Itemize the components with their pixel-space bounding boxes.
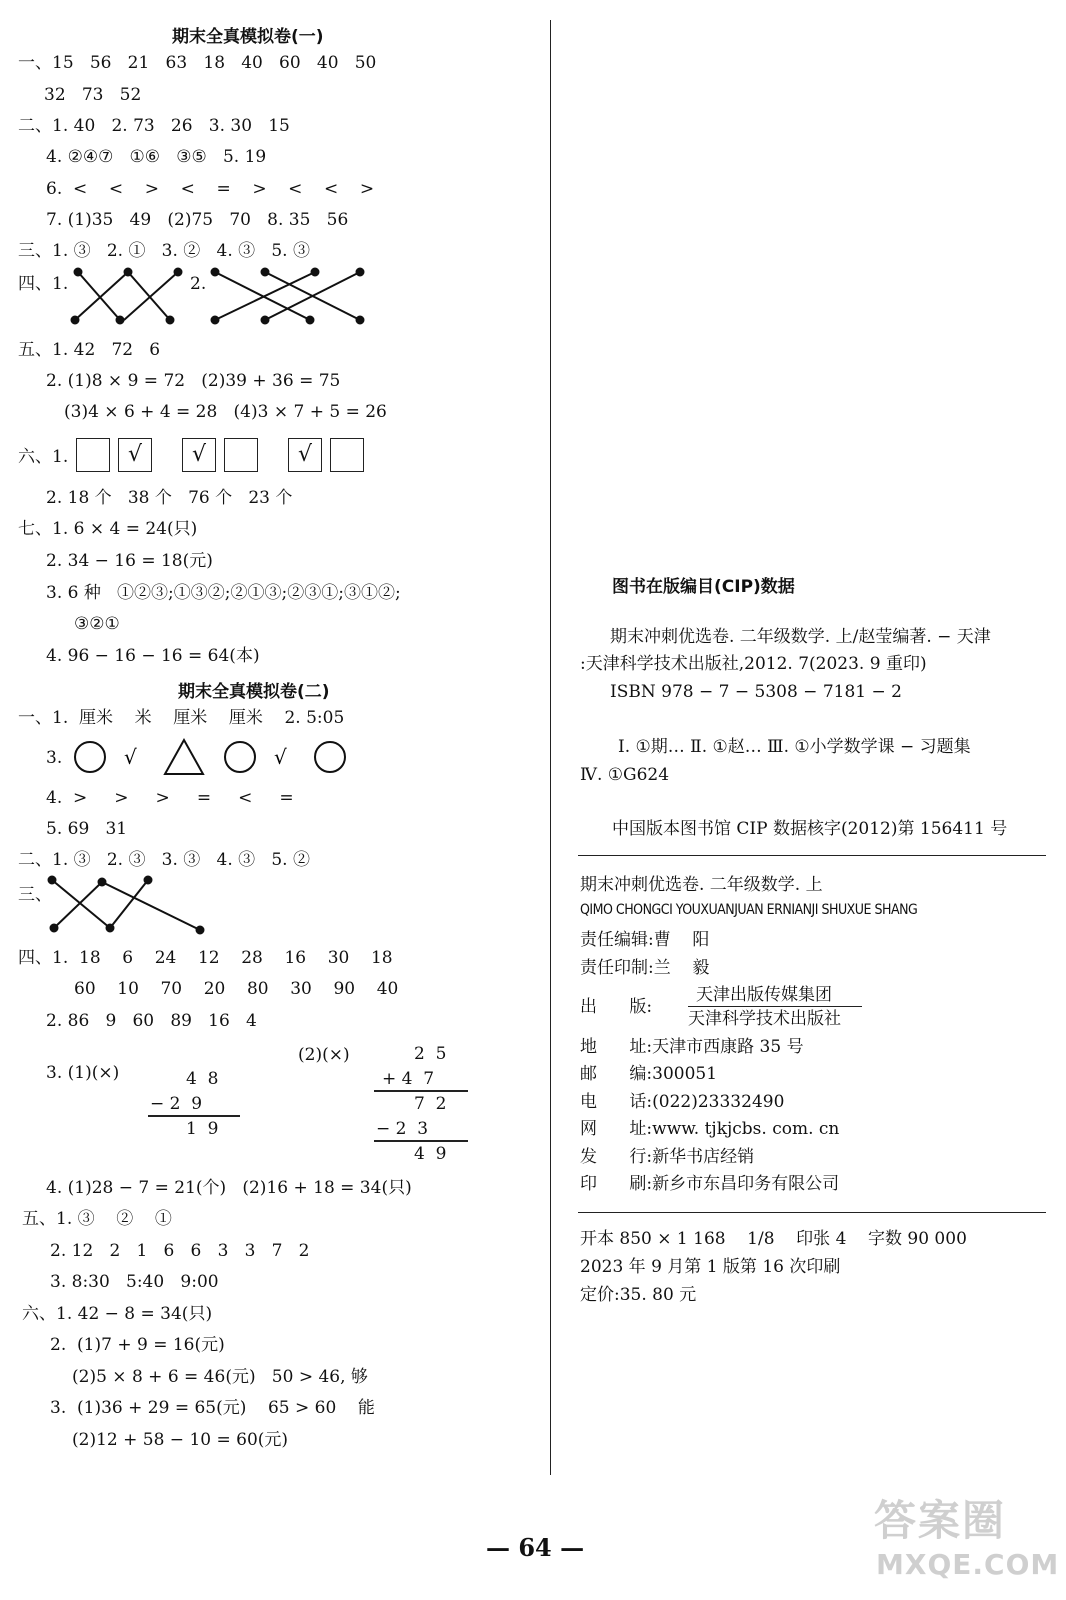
checkmark: √ (124, 745, 137, 769)
test1-title: 期末全真模拟卷(一) (172, 27, 324, 47)
column-divider (550, 20, 551, 1475)
answer-line: 4. (1)28 − 7 = 21(个) (2)16 + 18 = 34(只) (46, 1178, 412, 1198)
circle-icon (225, 742, 255, 772)
answer-line: 六、1. 42 − 8 = 34(只) (22, 1304, 213, 1324)
cip-line: :天津科学技术出版社,2012. 7(2023. 9 重印) (580, 654, 927, 674)
answer-line: 3. 8:30 5:40 9:00 (50, 1272, 219, 1292)
answer-line: 2. 34 − 16 = 18(元) (46, 551, 213, 571)
answer-line: (2)(×) (298, 1045, 350, 1065)
answer-box (224, 438, 258, 472)
answer-line: 2. (1)8 × 9 = 72 (2)39 + 36 = 75 (46, 371, 341, 391)
matching-lines-diagram (40, 872, 220, 936)
calc-row: + 4 7 (382, 1069, 435, 1089)
publisher-label: 出 版: (580, 997, 653, 1017)
answer-line: 3. (1)36 + 29 = 65(元) 65 > 60 能 (50, 1398, 375, 1418)
matching-lines-diagram (60, 262, 390, 332)
price: 定价:35. 80 元 (580, 1285, 697, 1305)
book-pinyin: QIMO CHONGCI YOUXUANJUAN ERNIANJI SHUXUE SHANG (580, 902, 918, 918)
answer-line: 2. (1)7 + 9 = 16(元) (50, 1335, 225, 1355)
editor: 责任编辑:曹 阳 (580, 930, 710, 950)
publisher-group: 天津出版传媒集团 (696, 985, 832, 1005)
cip-line: Ⅰ. ①期… Ⅱ. ①赵… Ⅲ. ①小学数学课 − 习题集 (618, 737, 971, 757)
answer-line: 一、1. 厘米 米 厘米 厘米 2. 5:05 (18, 708, 345, 728)
answer-line: 4. 96 − 16 − 16 = 64(本) (46, 646, 260, 666)
shapes-answer (72, 736, 362, 780)
triangle-icon (165, 740, 203, 774)
test2-title: 期末全真模拟卷(二) (178, 682, 330, 702)
calc-row: 2 5 (414, 1044, 447, 1064)
publisher-press: 天津科学技术出版社 (688, 1009, 841, 1029)
answer-box-checked: √ (182, 438, 216, 472)
answer-line: 4. ②④⑦ ①⑥ ③⑤ 5. 19 (46, 147, 267, 167)
watermark-logo: 答案圈 (874, 1496, 1007, 1545)
calc-row: 7 2 (414, 1094, 447, 1114)
circle-icon (315, 742, 345, 772)
answer-line: 二、1. ③ 2. ③ 3. ③ 4. ③ 5. ② (18, 850, 310, 870)
telephone: 电 话:(022)23332490 (580, 1092, 785, 1112)
answer-line: 5. 69 31 (46, 819, 128, 839)
publisher-rule (688, 1006, 862, 1007)
answer-line: 6. < < > < = > < < > (46, 179, 375, 199)
calc-row: − 2 9 (150, 1094, 203, 1114)
section-rule (578, 1212, 1046, 1213)
address: 地 址:天津市西康路 35 号 (580, 1037, 804, 1057)
answer-line: 四、1. 18 6 24 12 28 16 30 18 (18, 948, 393, 968)
answer-line: 五、1. 42 72 6 (18, 340, 161, 360)
calc-row: 4 9 (414, 1144, 447, 1164)
answer-line: (2)12 + 58 − 10 = 60(元) (72, 1430, 289, 1450)
cip-line: 期末冲刺优选卷. 二年级数学. 上/赵莹编著. − 天津 (610, 627, 991, 647)
website: 网 址:www. tjkjcbs. com. cn (580, 1119, 840, 1139)
answer-line: 2. (190, 274, 207, 294)
answer-line: (3)4 × 6 + 4 = 28 (4)3 × 7 + 5 = 26 (64, 402, 387, 422)
cip-title: 图书在版编目(CIP)数据 (612, 577, 795, 597)
printing-company: 印 刷:新乡市东昌印务有限公司 (580, 1174, 840, 1194)
answer-line: (2)5 × 8 + 6 = 46(元) 50 > 46, 够 (72, 1367, 368, 1387)
circle-icon (75, 742, 105, 772)
answer-line: 4. > > > = < = (46, 788, 294, 808)
format-spec: 开本 850 × 1 168 1/8 印张 4 字数 90 000 (580, 1229, 967, 1249)
answer-box (330, 438, 364, 472)
cip-number: 中国版本图书馆 CIP 数据核字(2012)第 156411 号 (612, 819, 1008, 839)
section-rule (578, 855, 1046, 856)
answer-line: 二、1. 40 2. 73 26 3. 30 15 (18, 116, 290, 136)
answer-line: 一、15 56 21 63 18 40 60 40 50 (18, 53, 377, 73)
answer-line: 三、1. ③ 2. ① 3. ② 4. ③ 5. ③ (18, 241, 310, 261)
book-title: 期末冲刺优选卷. 二年级数学. 上 (580, 875, 823, 895)
answer-line: 四、1. (18, 274, 69, 294)
answer-line: 3. (1)(×) (46, 1063, 120, 1083)
answer-box-checked: √ (118, 438, 152, 472)
answer-line: 60 10 70 20 80 30 90 40 (74, 979, 399, 999)
distributor: 发 行:新华书店经销 (580, 1147, 755, 1167)
calc-row: 1 9 (186, 1119, 219, 1139)
answer-line: 六、1. (18, 447, 69, 467)
calc-rule (374, 1090, 468, 1092)
edition: 2023 年 9 月第 1 版第 16 次印刷 (580, 1257, 841, 1277)
answer-line: 32 73 52 (44, 85, 142, 105)
answer-line: 3. 6 种 ①②③;①③②;②①③;②③①;③①②; (46, 583, 401, 603)
answer-line: 2. 86 9 60 89 16 4 (46, 1011, 257, 1031)
answer-line: 三、 (18, 885, 52, 905)
answer-line: ③②① (74, 614, 120, 634)
cip-line: Ⅳ. ①G624 (580, 765, 670, 785)
calc-rule (374, 1140, 468, 1142)
answer-line: 3. (46, 748, 63, 768)
checkmark: √ (274, 745, 287, 769)
answer-line: 7. (1)35 49 (2)75 70 8. 35 56 (46, 210, 349, 230)
calc-row: 4 8 (186, 1069, 219, 1089)
watermark-domain: MXQE.COM (876, 1548, 1060, 1581)
answer-line: 2. 12 2 1 6 6 3 3 7 2 (50, 1241, 310, 1261)
print-responsible: 责任印制:兰 毅 (580, 958, 710, 978)
calc-row: − 2 3 (376, 1119, 429, 1139)
postcode: 邮 编:300051 (580, 1064, 718, 1084)
answer-line: 2. 18 个 38 个 76 个 23 个 (46, 488, 293, 508)
answer-line: 五、1. ③ ② ① (22, 1209, 172, 1229)
answer-box-checked: √ (288, 438, 322, 472)
calc-rule (148, 1115, 240, 1117)
answer-line: 七、1. 6 × 4 = 24(只) (18, 519, 198, 539)
cip-isbn: ISBN 978 − 7 − 5308 − 7181 − 2 (610, 682, 902, 702)
answer-box (76, 438, 110, 472)
page-number: — 64 — (486, 1533, 585, 1562)
